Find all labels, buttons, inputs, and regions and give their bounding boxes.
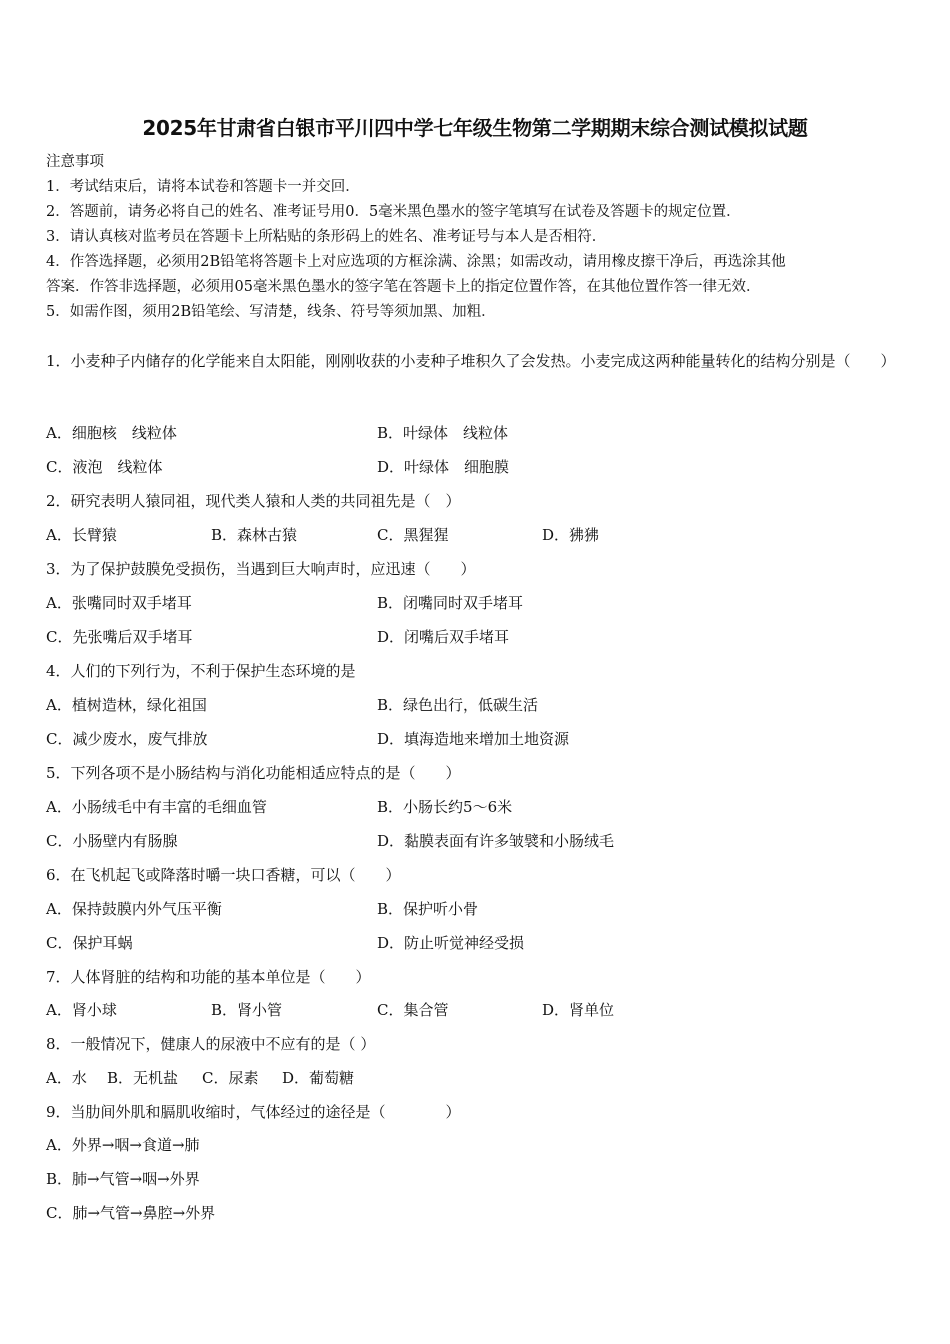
question-5-stem: 5．下列各项不是小肠结构与消化功能相适应特点的是（ ） <box>46 764 461 782</box>
notice-item: 5．如需作图，须用2B铅笔绘、写清楚，线条、符号等须加黑、加粗． <box>46 304 496 320</box>
q5-option-c[interactable]: C．小肠壁内有肠腺 <box>46 832 178 850</box>
q2-option-b[interactable]: B．森林古猿 <box>211 526 298 544</box>
notice-section <box>46 150 906 325</box>
q4-option-b[interactable]: B．绿色出行，低碳生活 <box>377 696 539 714</box>
q8-option-a[interactable]: A．水 <box>46 1069 87 1087</box>
q6-option-a[interactable]: A．保持鼓膜内外气压平衡 <box>46 900 222 918</box>
q7-option-c[interactable]: C．集合管 <box>377 1001 449 1019</box>
q6-option-b[interactable]: B．保护听小骨 <box>377 900 479 918</box>
notice-item: 3．请认真核对监考员在答题卡上所粘贴的条形码上的姓名、准考证号与本人是否相符． <box>46 229 607 245</box>
q1-option-d[interactable]: D．叶绿体 细胞膜 <box>377 458 510 476</box>
q1-option-a[interactable]: A．细胞核 线粒体 <box>46 424 177 442</box>
q5-option-b[interactable]: B．小肠长约5～6米 <box>377 798 513 816</box>
q2-option-c[interactable]: C．黑猩猩 <box>377 526 449 544</box>
question-1-stem: 1．小麦种子内储存的化学能来自太阳能，刚刚收获的小麦种子堆积久了会发热。小麦完成这两种能量转化的结构分别是（ ） <box>46 352 896 370</box>
q7-option-b[interactable]: B．肾小管 <box>211 1001 283 1019</box>
q3-option-b[interactable]: B．闭嘴同时双手堵耳 <box>377 594 524 612</box>
q8-option-d[interactable]: D．葡萄糖 <box>282 1069 355 1087</box>
notice-item: 2．答题前，请务必将自己的姓名、准考证号用0．5毫米黑色墨水的签字笔填写在试卷及答题卡的规定位置． <box>46 204 741 220</box>
q9-option-b[interactable]: B．肺→气管→咽→外界 <box>46 1170 200 1188</box>
q3-option-d[interactable]: D．闭嘴后双手堵耳 <box>377 628 510 646</box>
notice-item: 答案．作答非选择题，必须用05毫米黑色墨水的签字笔在答题卡上的指定位置作答，在其他位置作答一律无效． <box>46 279 761 295</box>
q9-option-c[interactable]: C．肺→气管→鼻腔→外界 <box>46 1204 216 1222</box>
q8-option-c[interactable]: C．尿素 <box>202 1069 259 1087</box>
q1-option-c[interactable]: C．液泡 线粒体 <box>46 458 163 476</box>
notice-item: 1．考试结束后，请将本试卷和答题卡一并交回． <box>46 179 360 195</box>
q4-option-a[interactable]: A．植树造林，绿化祖国 <box>46 696 207 714</box>
q6-option-c[interactable]: C．保护耳蜗 <box>46 934 133 952</box>
question-3-stem: 3．为了保护鼓膜免受损伤，当遇到巨大响声时，应迅速（ ） <box>46 560 476 578</box>
q1-option-b[interactable]: B．叶绿体 线粒体 <box>377 424 509 442</box>
q8-option-b[interactable]: B．无机盐 <box>107 1069 179 1087</box>
q4-option-d[interactable]: D．填海造地来增加土地资源 <box>377 730 570 748</box>
question-7-stem: 7．人体肾脏的结构和功能的基本单位是（ ） <box>46 968 371 986</box>
q2-option-d[interactable]: D．狒狒 <box>542 526 600 544</box>
question-8-stem: 8．一般情况下，健康人的尿液中不应有的是（ ） <box>46 1035 376 1053</box>
q5-option-a[interactable]: A．小肠绒毛中有丰富的毛细血管 <box>46 798 267 816</box>
q2-option-a[interactable]: A．长臂猿 <box>46 526 117 544</box>
q7-option-d[interactable]: D．肾单位 <box>542 1001 615 1019</box>
q3-option-a[interactable]: A．张嘴同时双手堵耳 <box>46 594 192 612</box>
q7-option-a[interactable]: A．肾小球 <box>46 1001 117 1019</box>
question-4-stem: 4．人们的下列行为，不利于保护生态环境的是 <box>46 662 356 680</box>
q4-option-c[interactable]: C．减少废水，废气排放 <box>46 730 208 748</box>
page-title: 2025年甘肃省白银市平川四中学七年级生物第二学期期末综合测试模拟试题 <box>142 116 808 140</box>
q5-option-d[interactable]: D．黏膜表面有许多皱襞和小肠绒毛 <box>377 832 615 850</box>
question-9-stem: 9．当肋间外肌和膈肌收缩时，气体经过的途径是（ ） <box>46 1103 461 1121</box>
question-6-stem: 6．在飞机起飞或降落时嚼一块口香糖，可以（ ） <box>46 866 401 884</box>
notice-heading: 注意事项 <box>46 154 104 170</box>
q3-option-c[interactable]: C．先张嘴后双手堵耳 <box>46 628 193 646</box>
notice-item: 4．作答选择题，必须用2B铅笔将答题卡上对应选项的方框涂满、涂黑；如需改动，请用橡皮擦干净后，再选涂其他 <box>46 254 786 270</box>
q9-option-a[interactable]: A．外界→咽→食道→肺 <box>46 1136 200 1154</box>
q6-option-d[interactable]: D．防止听觉神经受损 <box>377 934 525 952</box>
question-2-stem: 2．研究表明人猿同祖，现代类人猿和人类的共同祖先是（ ） <box>46 492 461 510</box>
